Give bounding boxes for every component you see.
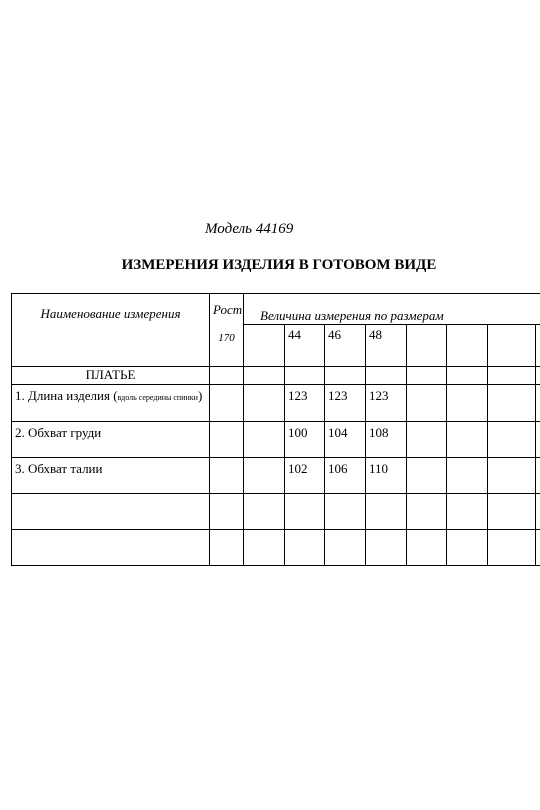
height-label: Рост — [213, 302, 243, 317]
table-cell — [285, 366, 325, 384]
table-cell — [210, 529, 244, 565]
table-cell — [366, 529, 407, 565]
value-cell: 110 — [366, 457, 407, 493]
table-cell — [285, 529, 325, 565]
document-heading: ИЗМЕРЕНИЯ ИЗДЕЛИЯ В ГОТОВОМ ВИДЕ — [121, 257, 437, 273]
table-cell — [488, 493, 536, 529]
table-cell — [447, 493, 488, 529]
table-cell — [366, 493, 407, 529]
value-cell: 123 — [366, 384, 407, 421]
header-height — [210, 294, 244, 367]
value-cell: 102 — [285, 457, 325, 493]
table-cell — [210, 384, 244, 421]
value-cell: 123 — [325, 384, 366, 421]
table-cell — [536, 457, 540, 493]
value-cell: 100 — [285, 421, 325, 457]
table-cell — [244, 384, 285, 421]
size-cell: 48 — [366, 324, 407, 366]
value-cell — [488, 421, 536, 457]
value-cell — [488, 384, 536, 421]
measurement-label: 1. Длина изделия ( — [15, 387, 118, 403]
table-cell — [325, 493, 366, 529]
measurement-label: 3. Обхват талии — [15, 460, 103, 476]
measurement-name — [12, 421, 210, 457]
table-cell — [244, 366, 285, 384]
table-cell — [210, 457, 244, 493]
table-cell — [536, 421, 540, 457]
table-row — [12, 421, 540, 457]
table-cell — [447, 529, 488, 565]
value-cell: 104 — [325, 421, 366, 457]
table-cell — [210, 493, 244, 529]
table-cell — [325, 529, 366, 565]
empty-row — [12, 529, 540, 565]
size-cell — [407, 324, 447, 366]
empty-row — [12, 493, 540, 529]
table-cell — [488, 366, 536, 384]
table-row — [12, 457, 540, 493]
value-cell — [407, 421, 447, 457]
table-row — [12, 384, 540, 421]
table-cell — [210, 421, 244, 457]
size-cell — [536, 324, 540, 366]
table-cell — [536, 493, 540, 529]
table-cell — [536, 529, 540, 565]
size-cell — [244, 324, 285, 366]
table-cell — [244, 529, 285, 565]
table-cell — [244, 493, 285, 529]
model-title: Модель 44169 — [205, 221, 294, 237]
table-cell — [12, 529, 210, 565]
size-cell — [447, 324, 488, 366]
header-size-values: Величина измерения по размерам — [244, 294, 540, 325]
measurements-table — [11, 293, 540, 566]
value-cell: 108 — [366, 421, 407, 457]
table-cell — [407, 366, 447, 384]
section-label: ПЛАТЬЕ — [12, 366, 210, 384]
table-cell — [447, 366, 488, 384]
value-cell — [447, 384, 488, 421]
table-cell — [407, 529, 447, 565]
table-cell — [12, 493, 210, 529]
measurement-label: 2. Обхват груди — [15, 424, 102, 440]
value-cell — [447, 421, 488, 457]
measurement-note-close: ) — [197, 387, 203, 403]
table-cell — [536, 366, 540, 384]
table-header-row — [12, 294, 540, 325]
table-cell — [244, 421, 285, 457]
height-value: 170 — [218, 331, 235, 344]
table-cell — [210, 366, 244, 384]
header-measurement-name: Наименование измерения — [12, 294, 210, 367]
value-cell — [488, 457, 536, 493]
size-cell: 44 — [285, 324, 325, 366]
value-cell — [447, 457, 488, 493]
table-cell — [536, 384, 540, 421]
table-cell — [285, 493, 325, 529]
measurement-note: вдоль середины спинки — [117, 392, 198, 402]
measurement-name — [12, 457, 210, 493]
value-cell — [407, 457, 447, 493]
measurement-name — [12, 384, 210, 421]
value-cell: 106 — [325, 457, 366, 493]
size-cell: 46 — [325, 324, 366, 366]
size-cell — [488, 324, 536, 366]
table-cell — [325, 366, 366, 384]
table-cell — [407, 493, 447, 529]
value-cell — [407, 384, 447, 421]
table-cell — [244, 457, 285, 493]
table-cell — [366, 366, 407, 384]
value-cell: 123 — [285, 384, 325, 421]
section-row — [12, 366, 540, 384]
table-cell — [488, 529, 536, 565]
